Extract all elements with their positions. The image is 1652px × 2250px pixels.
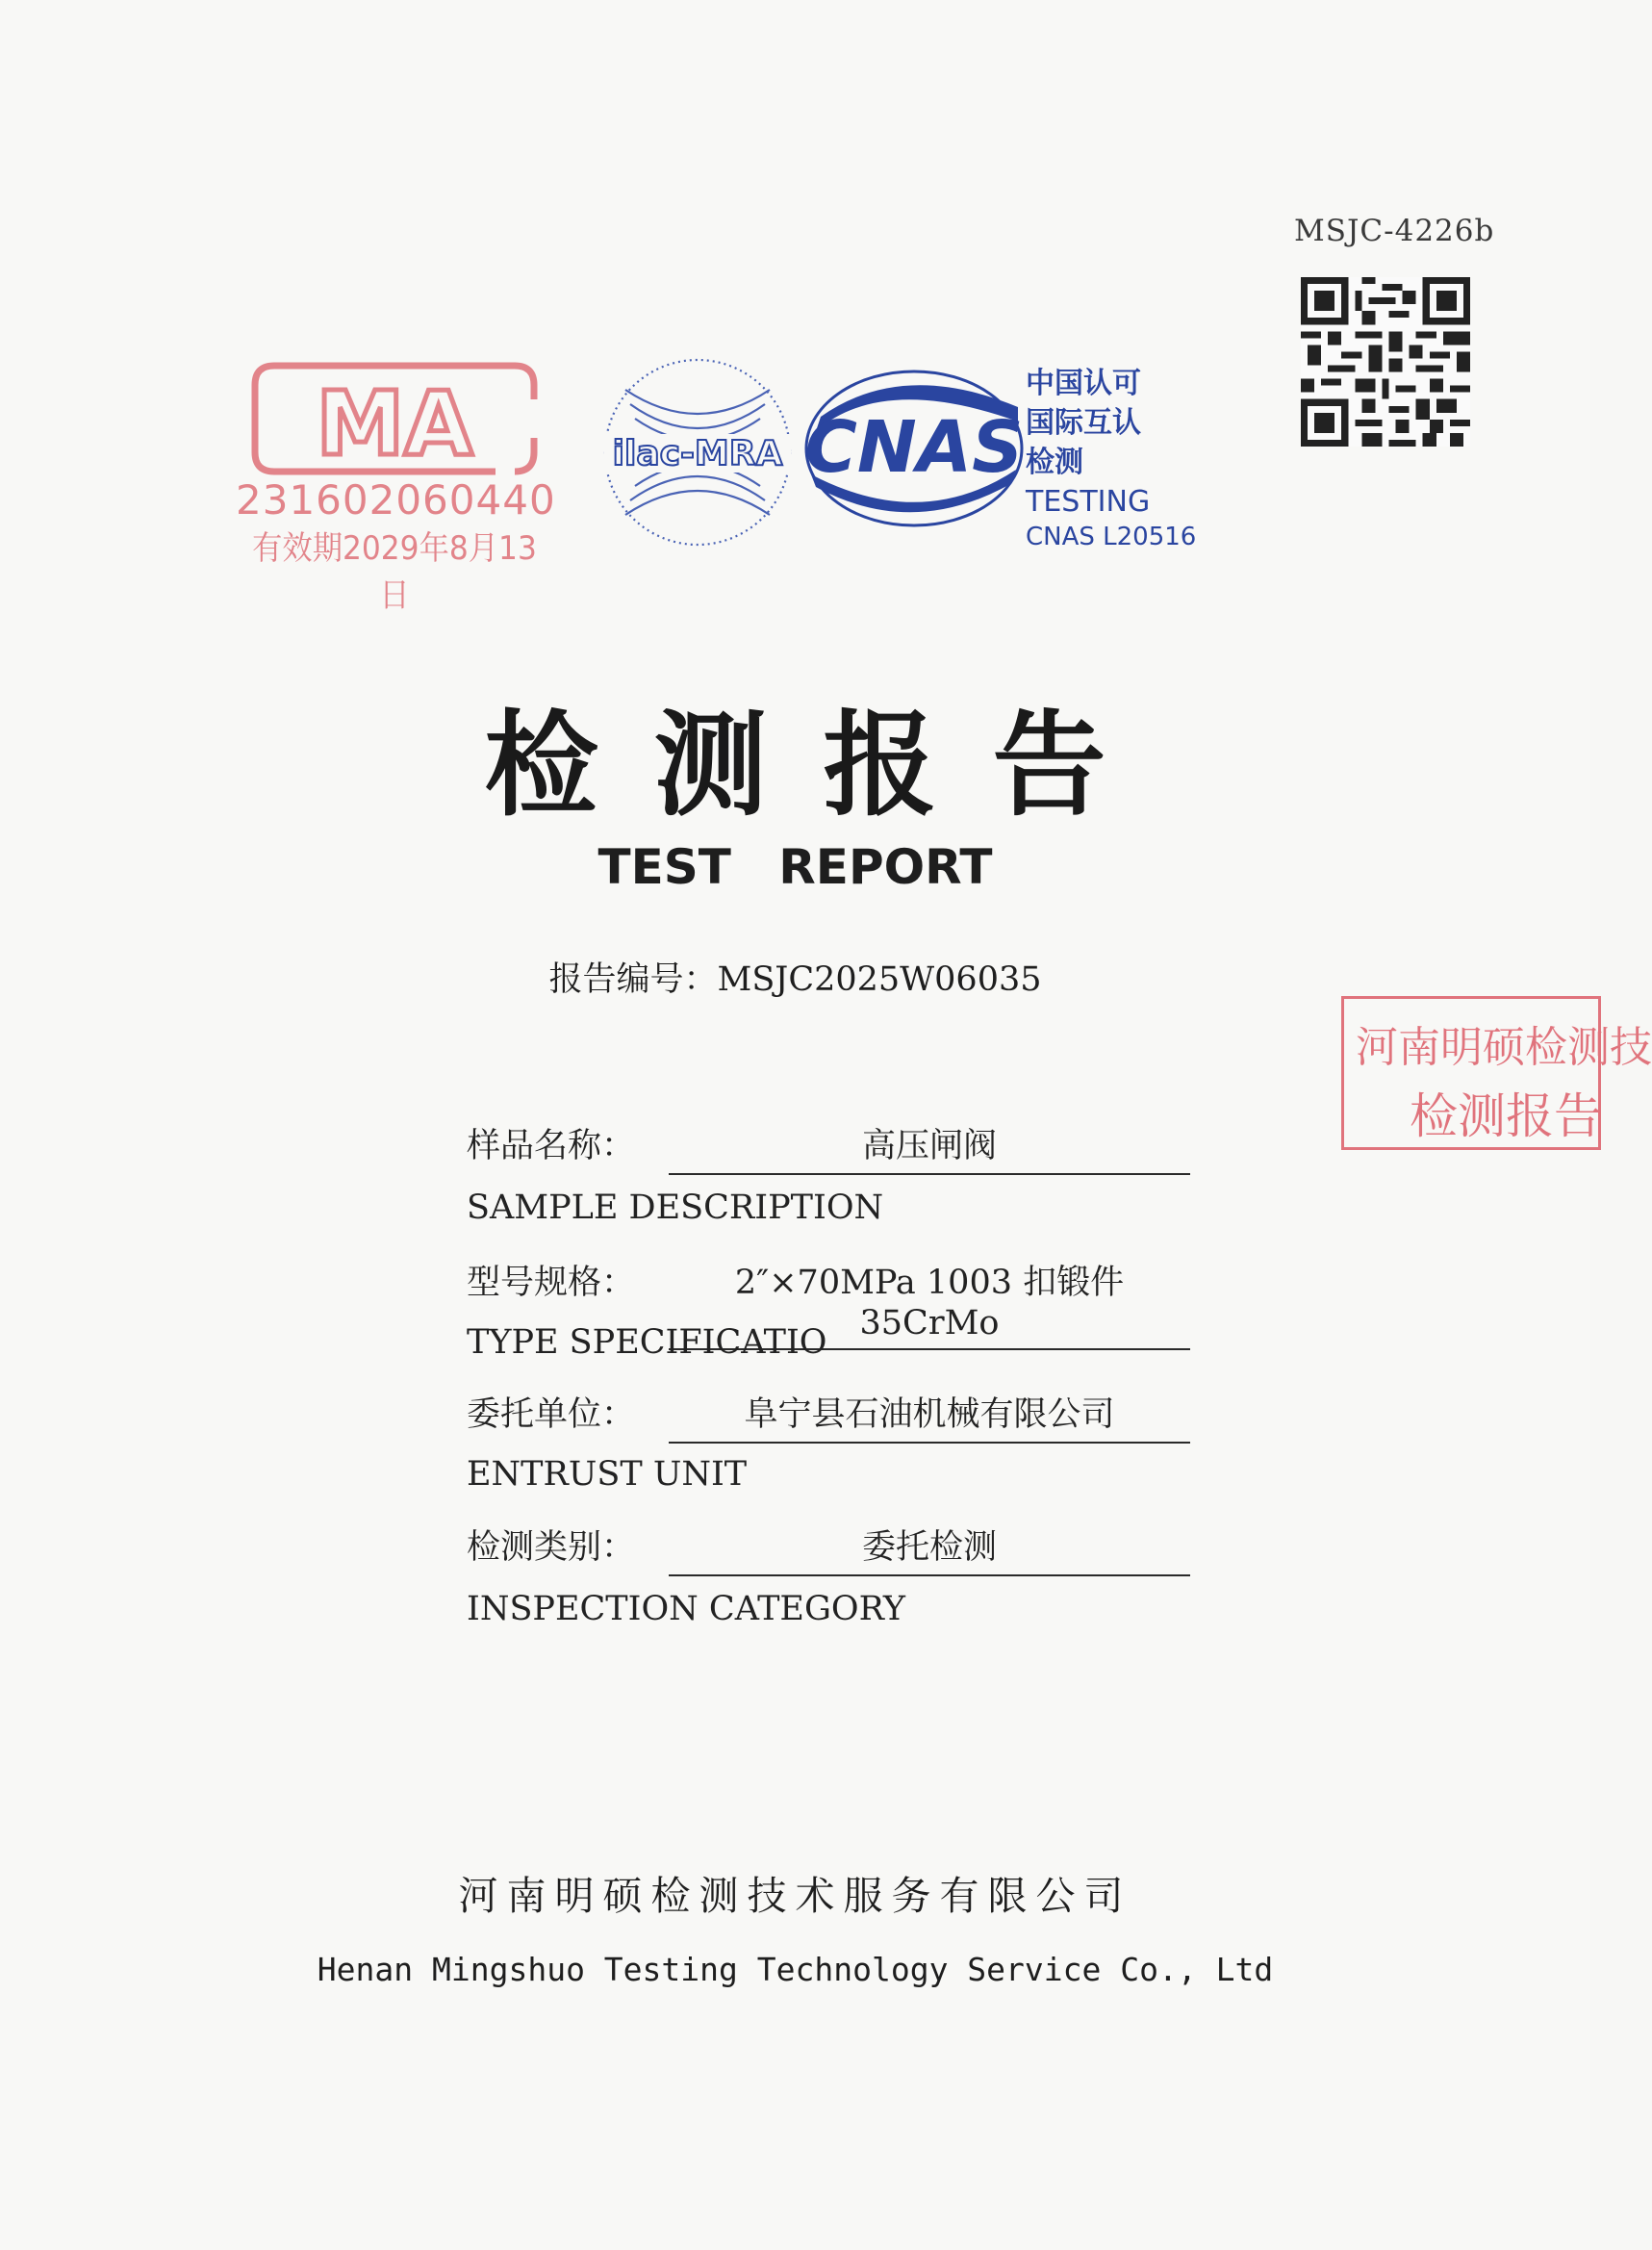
inspection-category-label: 检测类别： xyxy=(467,1528,636,1567)
type-spec-label: 型号规格： xyxy=(467,1264,636,1302)
sample-name-en-label: SAMPLE DESCRIPTION xyxy=(467,1189,884,1227)
page-subtitle: TEST REPORT xyxy=(597,839,993,895)
cnas-caption-number: CNAS L20516 xyxy=(1026,523,1197,551)
inspection-category-en-label: INSPECTION CATEGORY xyxy=(467,1590,905,1628)
cnas-logo-text: CNAS xyxy=(804,406,1024,489)
ilac-mra-logo xyxy=(597,351,799,553)
cnas-caption-line: 国际互认 xyxy=(1026,406,1141,440)
type-spec-value: 2″×70MPa 1003 扣锻件 35CrMo xyxy=(669,1256,1190,1350)
type-spec-en-label: TYPE SPECIFICATIO xyxy=(467,1323,827,1362)
report-number: 报告编号：MSJC2025W06035 xyxy=(548,960,1042,999)
cnas-caption xyxy=(1026,364,1196,553)
red-seal-line: 河南明硕检测技 xyxy=(1356,1023,1652,1072)
cnas-caption-line: 中国认可 xyxy=(1026,367,1141,400)
cma-validity: 有效期2029年8月13日 xyxy=(252,529,537,615)
cnas-caption-testing: TESTING xyxy=(1026,485,1151,519)
company-name-en: Henan Mingshuo Testing Technology Service Co., Ltd xyxy=(317,1951,1274,1988)
document-code: MSJC-4226b xyxy=(1294,214,1495,248)
red-seal-line: 检测报告 xyxy=(1410,1088,1602,1144)
sample-name-value: 高压闸阀 xyxy=(669,1119,1190,1175)
cma-number: 231602060440 xyxy=(236,476,556,524)
cnas-logo xyxy=(797,364,1032,532)
cma-logo-text: MA xyxy=(316,372,473,475)
company-name-zh: 河南明硕检测技术服务有限公司 xyxy=(458,1873,1132,1919)
qr-code-icon xyxy=(1301,277,1470,447)
entrust-unit-label: 委托单位： xyxy=(467,1395,636,1434)
page-title: 检测报告 xyxy=(484,698,1162,831)
entrust-unit-en-label: ENTRUST UNIT xyxy=(467,1455,748,1494)
cnas-caption-line: 检测 xyxy=(1026,446,1083,479)
inspection-category-value: 委托检测 xyxy=(669,1521,1190,1576)
entrust-unit-value: 阜宁县石油机械有限公司 xyxy=(669,1388,1190,1444)
sample-name-label: 样品名称： xyxy=(467,1127,636,1165)
ilac-logo-text: ilac-MRA xyxy=(612,434,783,473)
red-seal-stamp xyxy=(1341,996,1652,1150)
